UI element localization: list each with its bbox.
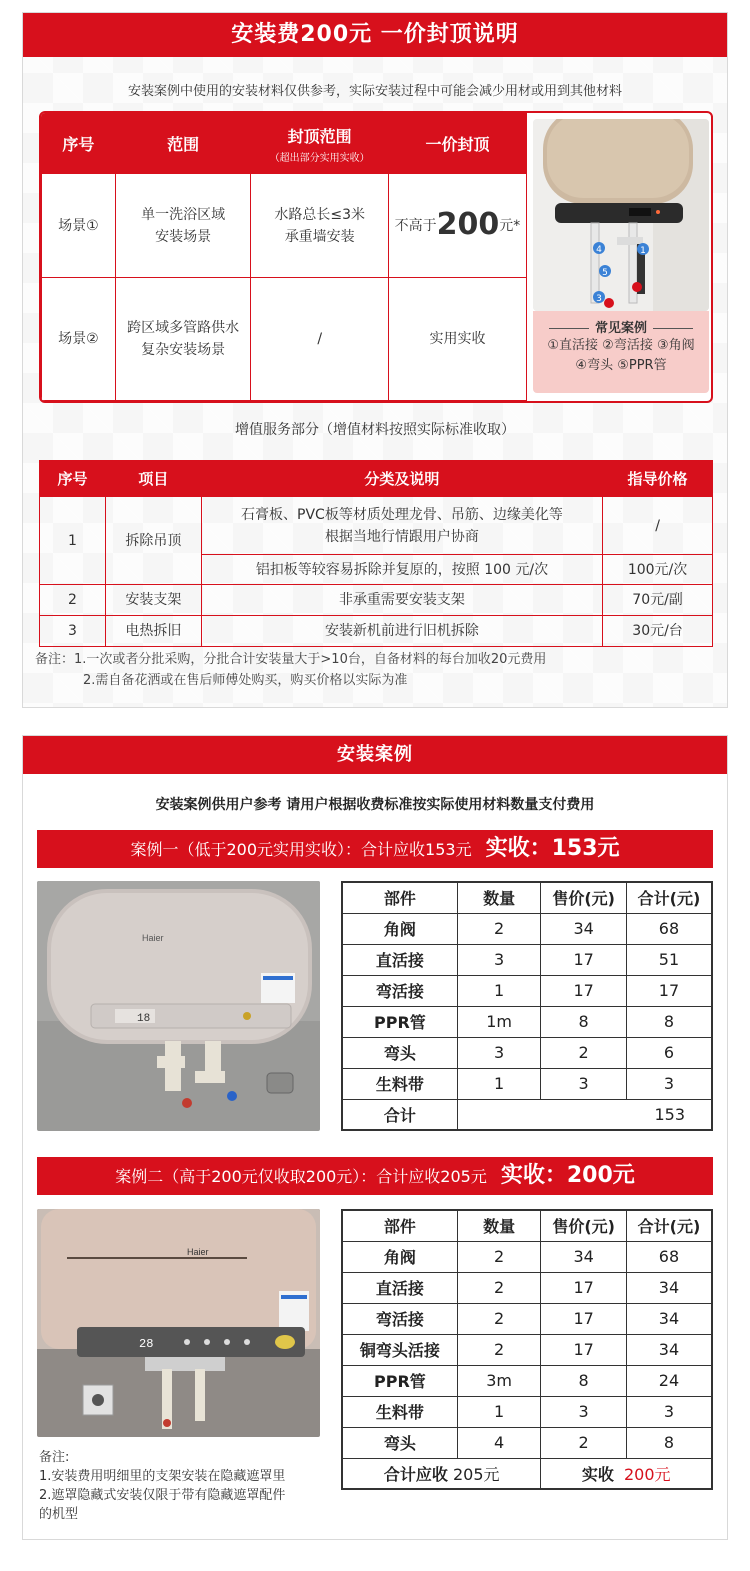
case2-col-price: 售价(元) bbox=[541, 1210, 627, 1241]
table-row: 弯头 3 2 6 bbox=[342, 1037, 712, 1068]
scene-2-range: 跨区域多管路供水 复杂安装场景 bbox=[115, 278, 251, 401]
vas-2-item: 安装支架 bbox=[105, 585, 201, 616]
pricing-section bbox=[22, 12, 728, 708]
svg-text:3: 3 bbox=[596, 294, 602, 304]
cap-table bbox=[41, 113, 527, 401]
col-no: 序号 bbox=[42, 114, 116, 174]
svg-text:4: 4 bbox=[596, 245, 602, 255]
table-row: PPR管 1m 8 8 bbox=[342, 1006, 712, 1037]
vas-3-item: 电热拆旧 bbox=[105, 616, 201, 647]
value-added-table bbox=[39, 460, 713, 647]
table-row bbox=[42, 278, 527, 401]
case-note-2a: 2.遮罩隐藏式安装仅限于带有隐藏遮罩配件 bbox=[39, 1488, 286, 1503]
common-cases-box bbox=[533, 311, 709, 393]
col-price: 一价封顶 bbox=[388, 114, 526, 174]
common-cases-title: 常见案例 bbox=[533, 317, 709, 336]
col-cap bbox=[251, 114, 389, 174]
svg-text:1: 1 bbox=[640, 246, 646, 256]
pricing-title: 安装费200元 一价封顶说明 bbox=[23, 13, 727, 57]
case2-photo bbox=[37, 1209, 320, 1437]
cap-table-frame bbox=[39, 111, 713, 403]
vas-1-item: 拆除吊顶 bbox=[105, 497, 201, 585]
case1-total-value: 153 bbox=[457, 1099, 712, 1130]
vas-1-desc-a: 石膏板、PVC板等材质处理龙骨、吊筋、边缘美化等 根据当地行情跟用户协商 bbox=[201, 497, 602, 555]
vas-col-item: 项目 bbox=[105, 461, 201, 497]
col-cap-label: 封顶范围 bbox=[287, 126, 352, 146]
case2-brand: Haier bbox=[187, 1247, 209, 1257]
case2-actual-total: 实收 200元 bbox=[541, 1458, 712, 1489]
case1-col-price: 售价(元) bbox=[541, 882, 627, 913]
case1-photo bbox=[37, 881, 320, 1131]
case-notes bbox=[39, 1448, 285, 1524]
table-row: 弯活接 1 17 17 bbox=[342, 975, 712, 1006]
remark-line-2: 2.需自备花洒或在售后师傅处购买，购买价格以实际为准 bbox=[83, 673, 408, 688]
vas-1-price-a: / bbox=[603, 497, 713, 555]
heater-install-photo bbox=[533, 119, 709, 311]
case1-col-qty: 数量 bbox=[457, 882, 541, 913]
case1-actual: 实收：153元 bbox=[485, 836, 620, 861]
vas-col-price: 指导价格 bbox=[603, 461, 713, 497]
table-row: 生料带 1 3 3 bbox=[342, 1068, 712, 1099]
vas-2-no: 2 bbox=[40, 585, 106, 616]
scene-1-cap: 水路总长≤3米 承重墙安装 bbox=[251, 174, 389, 278]
vas-3-no: 3 bbox=[40, 616, 106, 647]
table-row: 角阀 2 34 68 bbox=[342, 1241, 712, 1272]
remark-line-1: 备注：1.一次或者分批采购，分批合计安装量大于>10台，自备材料的每台加收20元费用 bbox=[35, 652, 547, 667]
cases-subtitle: 安装案例供用户参考 请用户根据收费标准按实际使用材料数量支付费用 bbox=[155, 797, 595, 813]
table-row bbox=[42, 174, 527, 278]
case2-actual: 实收：200元 bbox=[500, 1163, 635, 1188]
vas-2-price: 70元/副 bbox=[603, 585, 713, 616]
case2-col-qty: 数量 bbox=[457, 1210, 541, 1241]
table-row bbox=[40, 585, 713, 616]
case1-col-total: 合计(元) bbox=[626, 882, 712, 913]
case2-col-part: 部件 bbox=[342, 1210, 457, 1241]
scene-1-no: 场景① bbox=[42, 174, 116, 278]
col-range: 范围 bbox=[115, 114, 251, 174]
value-added-title: 增值服务部分（增值材料按照实际标准收取） bbox=[235, 422, 515, 438]
table-row bbox=[40, 497, 713, 555]
case1-brand: Haier bbox=[142, 933, 164, 943]
scene-2-cap: / bbox=[251, 278, 389, 401]
table-row: 弯活接 2 17 34 bbox=[342, 1303, 712, 1334]
case1-total-label: 合计 bbox=[342, 1099, 457, 1130]
svg-text:5: 5 bbox=[602, 268, 608, 278]
table-row: PPR管 3m 8 24 bbox=[342, 1365, 712, 1396]
case-notes-title: 备注: bbox=[39, 1450, 70, 1465]
table-row: 铜弯头活接 2 17 34 bbox=[342, 1334, 712, 1365]
vas-col-no: 序号 bbox=[40, 461, 106, 497]
case1-table bbox=[341, 881, 713, 1131]
scene-1-range: 单一洗浴区域 安装场景 bbox=[115, 174, 251, 278]
vas-col-desc: 分类及说明 bbox=[201, 461, 602, 497]
cases-section bbox=[22, 735, 728, 1540]
case2-bar bbox=[37, 1157, 713, 1195]
heater-illustration bbox=[533, 119, 709, 311]
case-note-1: 1.安装费用明细里的支架安装在隐藏遮罩里 bbox=[39, 1469, 286, 1484]
case-note-2b: 的机型 bbox=[39, 1507, 79, 1522]
case1-col-part: 部件 bbox=[342, 882, 457, 913]
case2-col-total: 合计(元) bbox=[626, 1210, 712, 1241]
case1-display: 18 bbox=[137, 1013, 151, 1025]
case2-heater-illustration bbox=[37, 1209, 320, 1437]
case1-bar bbox=[37, 830, 713, 868]
table-row: 直活接 2 17 34 bbox=[342, 1272, 712, 1303]
pricing-subtitle: 安装案例中使用的安装材料仅供参考，实际安装过程中可能会减少用材或用到其他材料 bbox=[127, 84, 622, 99]
scene-2-price: 实用实收 bbox=[388, 278, 526, 401]
vas-3-desc: 安装新机前进行旧机拆除 bbox=[201, 616, 602, 647]
case1-heater-illustration bbox=[37, 881, 320, 1131]
common-cases-line1: ①直活接 ②弯活接 ③角阀 bbox=[547, 338, 695, 353]
case2-total: 合计应收 205元 bbox=[342, 1458, 541, 1489]
vas-2-desc: 非承重需要安装支架 bbox=[201, 585, 602, 616]
table-row: 直活接 3 17 51 bbox=[342, 944, 712, 975]
vas-1-price-b: 100元/次 bbox=[603, 555, 713, 585]
col-cap-sub: （超出部分实用实收） bbox=[269, 152, 370, 164]
cases-title: 安装案例 bbox=[23, 736, 727, 774]
vas-3-price: 30元/台 bbox=[603, 616, 713, 647]
case2-table bbox=[341, 1209, 713, 1490]
case1-total-row bbox=[342, 1099, 712, 1130]
table-row: 角阀 2 34 68 bbox=[342, 913, 712, 944]
vas-1-no: 1 bbox=[40, 497, 106, 585]
case2-summary: 案例二（高于200元仅收取200元）：合计应收205元 bbox=[115, 1167, 487, 1186]
table-row: 弯头 4 2 8 bbox=[342, 1427, 712, 1458]
case1-summary: 案例一（低于200元实用实收）：合计应收153元 bbox=[130, 840, 472, 859]
vas-1-desc-b: 铝扣板等较容易拆除并复原的，按照 100 元/次 bbox=[201, 555, 602, 585]
scene-1-price: 不高于200元* bbox=[388, 174, 526, 278]
table-row bbox=[40, 616, 713, 647]
table-row: 生料带 1 3 3 bbox=[342, 1396, 712, 1427]
common-cases-line2: ④弯头 ⑤PPR管 bbox=[575, 358, 667, 373]
case2-total-row bbox=[342, 1458, 712, 1489]
case2-display: 28 bbox=[139, 1337, 154, 1351]
scene-2-no: 场景② bbox=[42, 278, 116, 401]
